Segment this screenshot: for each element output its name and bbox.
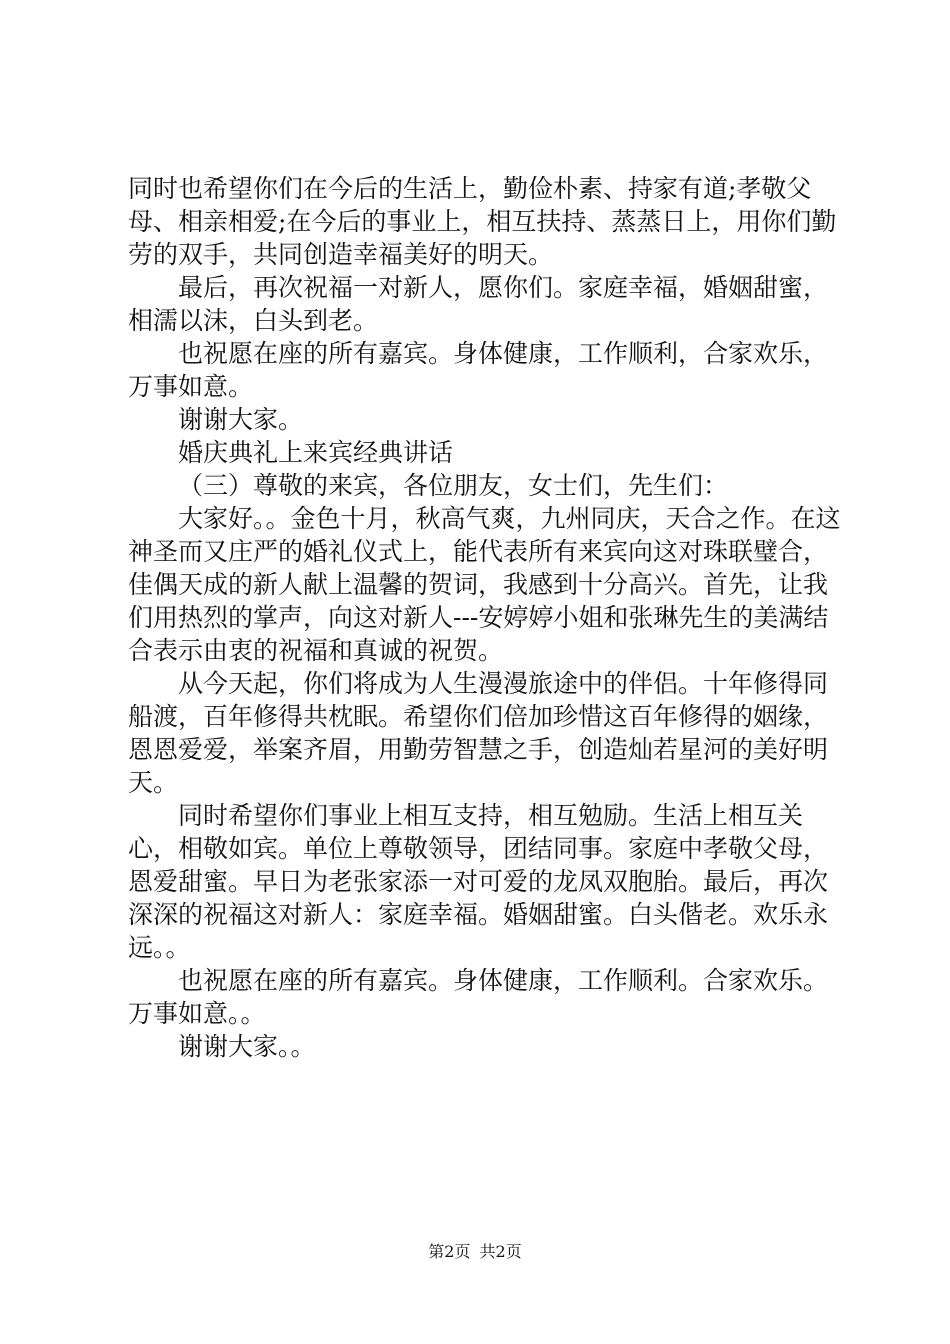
paragraph-4: 谢谢大家。 [178,405,304,434]
paragraph-1: 同时也希望你们在今后的生活上，勤俭朴素、持家有道;孝敬父母、相亲相爱;在今后的事业上，相互扶持、蒸蒸日上，用你们勤劳的双手，共同创造幸福美好的明天。 [128,174,837,269]
paragraph-10: 也祝愿在座的所有嘉宾。身体健康，工作顺利。合家欢乐。万事如意。。 [128,966,829,1028]
salutation: （三）尊敬的来宾，各位朋友，女士们，先生们： [178,471,729,500]
paragraph-2: 最后，再次祝福一对新人，愿你们。家庭幸福，婚姻甜蜜，相濡以沫，白头到老。 [128,273,829,335]
document-body [128,172,848,1063]
page-total: 共2页 [479,1242,522,1261]
paragraph-7: 大家好。。金色十月，秋高气爽，九州同庆，天合之作。在这神圣而又庄严的婚礼仪式上，能代表所有来宾向这对珠联璧合，佳偶天成的新人献上温馨的贺词，我感到十分高兴。首先，让我们用热烈的掌声，向这对新人---安婷婷小姐和张琳先生的美满结合表示由衷的祝福和真诚的祝贺。 [128,504,841,665]
paragraph-9: 同时希望你们事业上相互支持，相互勉励。生活上相互关心，相敬如宾。单位上尊敬领导，团结同事。家庭中孝敬父母，恩爱甜蜜。早日为老张家添一对可爱的龙凤双胞胎。最后，再次深深的祝福这对新人：家庭幸福。婚姻甜蜜。白头偕老。欢乐永远。。 [128,801,829,962]
paragraph-3: 也祝愿在座的所有嘉宾。身体健康，工作顺利，合家欢乐，万事如意。 [128,339,829,401]
section-heading: 婚庆典礼上来宾经典讲话 [178,438,454,467]
paragraph-8: 从今天起，你们将成为人生漫漫旅途中的伴侣。十年修得同船渡，百年修得共枕眠。希望你们倍加珍惜这百年修得的姻缘，恩恩爱爱，举案齐眉，用勤劳智慧之手，创造灿若星河的美好明天。 [128,669,829,797]
page-number: 第2页 [428,1242,471,1261]
page-footer [0,1242,950,1262]
paragraph-11: 谢谢大家。。 [178,1032,316,1061]
